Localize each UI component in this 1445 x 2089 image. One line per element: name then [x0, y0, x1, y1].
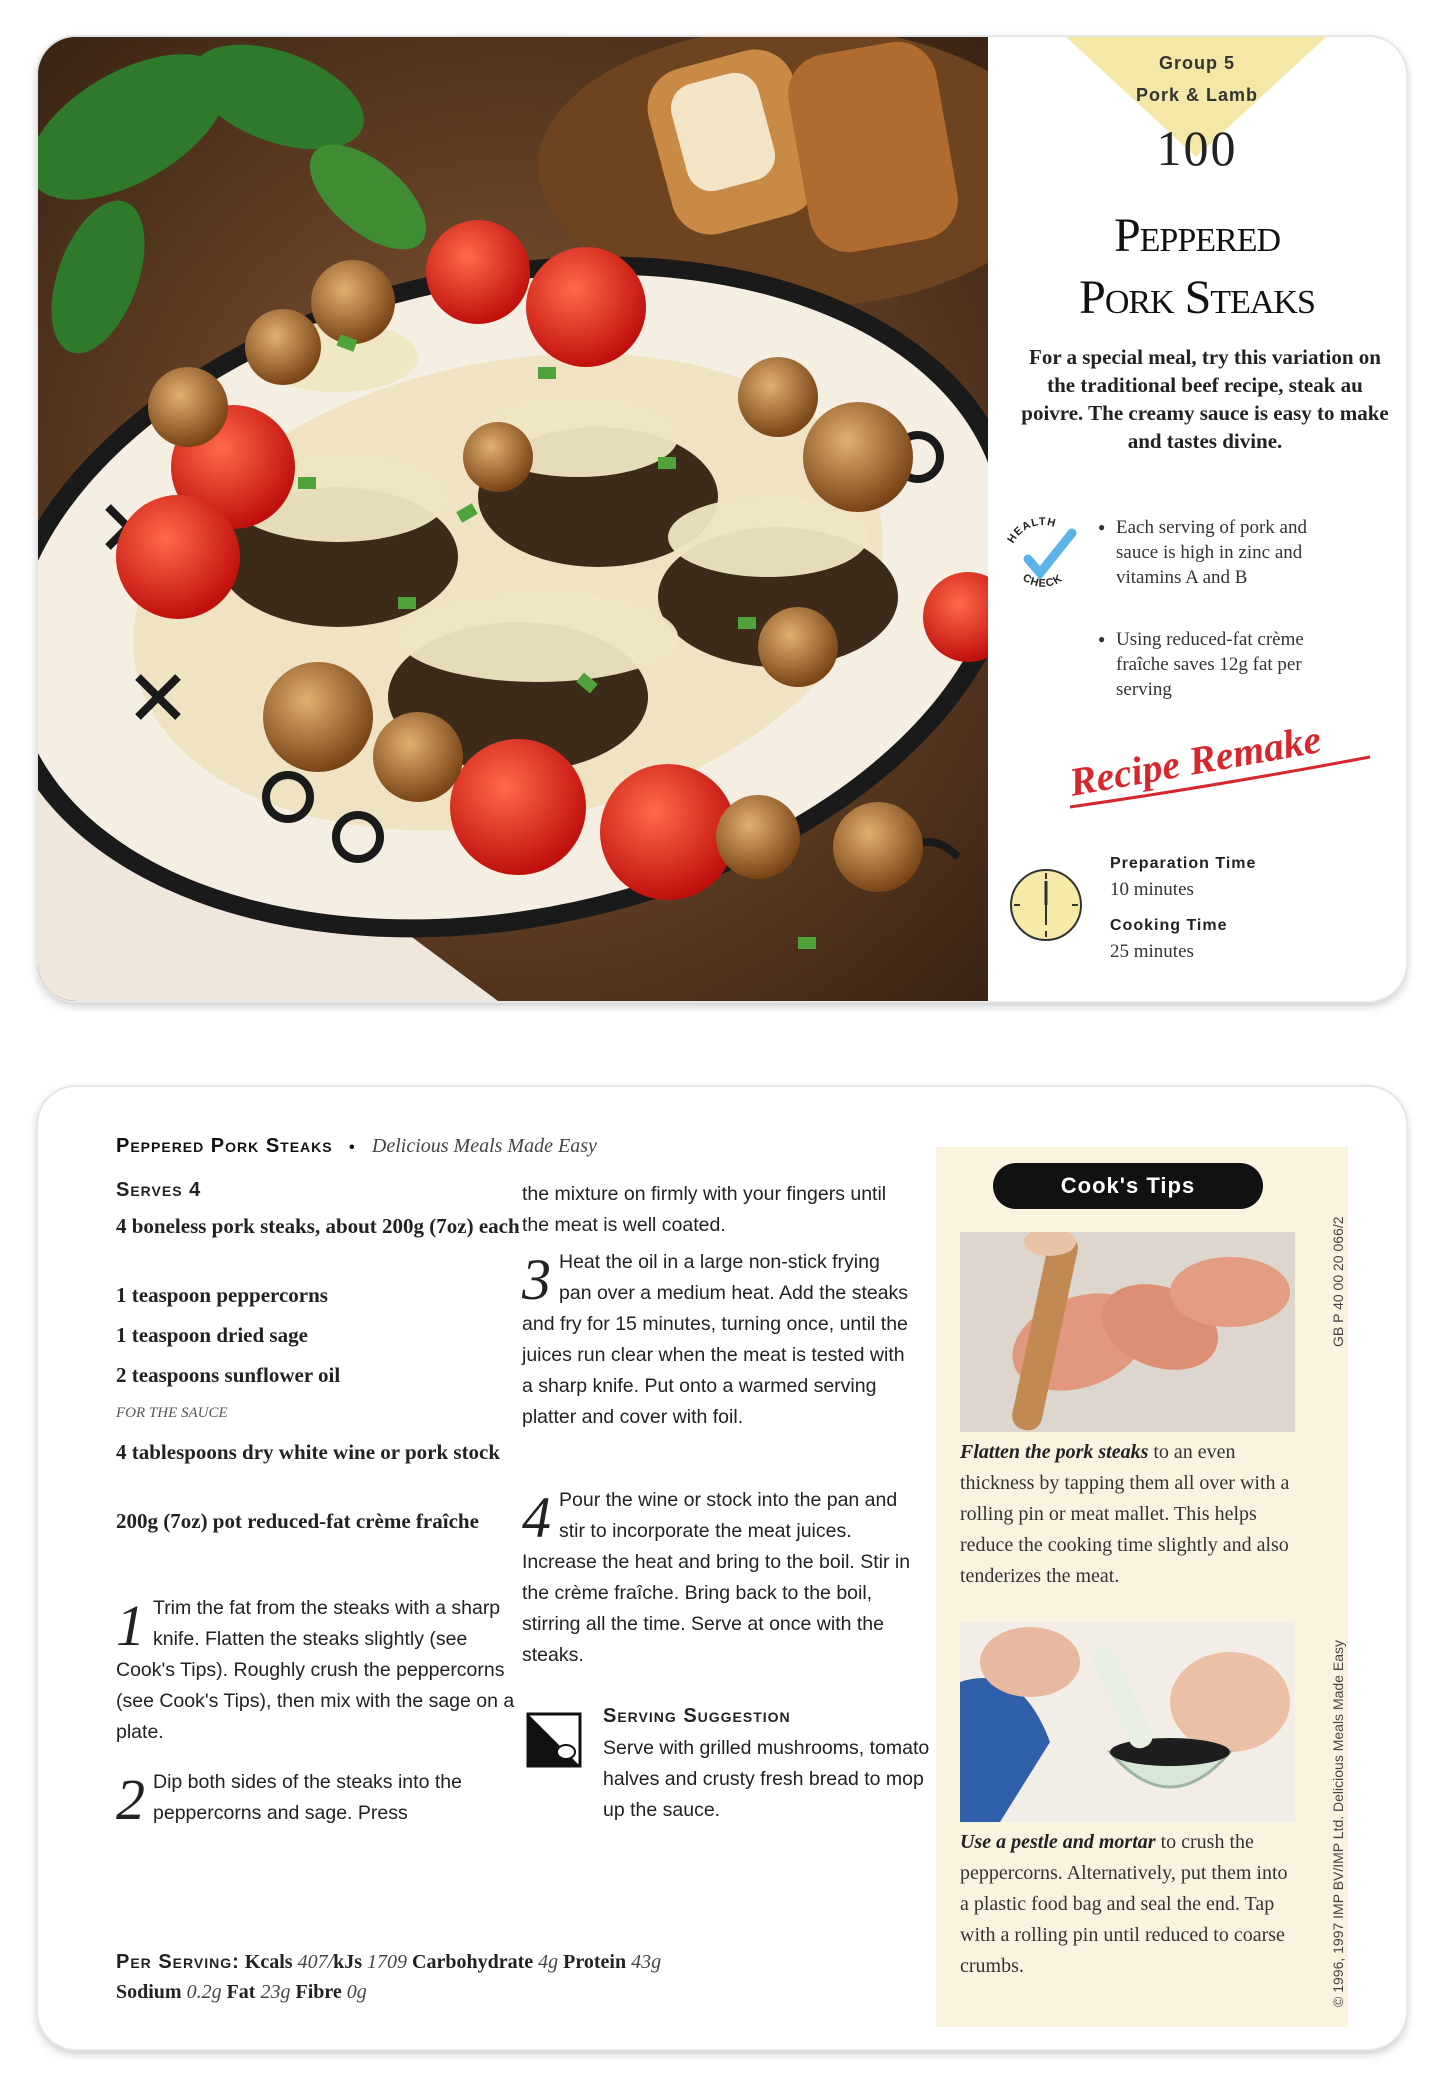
per-serving-label: Per Serving:	[116, 1951, 240, 1973]
health-check-icon	[1000, 515, 1086, 601]
method-step-1	[116, 1593, 531, 1748]
sodium-label: Sodium	[116, 1981, 182, 2003]
ingredient-2: 1 teaspoon peppercorns	[116, 1283, 328, 1307]
recipe-remake-logo: Recipe Remake	[1066, 716, 1325, 805]
step-number: 2	[116, 1767, 145, 1832]
health-point-2: ● Using reduced-fat crème fraîche saves 12g fat per serving	[1098, 627, 1326, 702]
recipe-card-front	[38, 37, 1406, 1001]
health-check-top-text: HEALTH	[1005, 515, 1058, 546]
series-name: Delicious Meals Made Easy	[371, 1135, 597, 1157]
nutrition-line-2	[116, 1977, 856, 2007]
protein-label: Protein	[563, 1951, 627, 1973]
flatten-steaks-photo	[960, 1232, 1295, 1432]
step-text: Heat the oil in a large non-stick frying pan over a medium heat. Add the steaks and fry for 15 minutes, turning once, until the juices run clear when the meat is tested with a sharp knife. Put onto a warmed serving platter and cover with foil.	[522, 1251, 909, 1428]
tip-1	[960, 1437, 1300, 1592]
card-number: 100	[1156, 120, 1238, 176]
ingredient-1: 4 boneless pork steaks, about 200g (7oz) each	[116, 1214, 520, 1238]
tip-2-lead: Use a pestle and mortar	[960, 1831, 1156, 1853]
serving-suggestion-label: Serving Suggestion	[603, 1705, 791, 1727]
prep-time-label: Preparation Time	[1110, 855, 1257, 872]
ingredient-4: 2 teaspoons sunflower oil	[116, 1363, 341, 1387]
method-step-3	[522, 1247, 917, 1433]
method-step-2-continued: the mixture on firmly with your fingers until the meat is well coated.	[522, 1183, 887, 1236]
dish-photo	[38, 37, 988, 1001]
kcals-label: Kcals	[244, 1951, 293, 1973]
sauce-ingredient-1: 4 tablespoons dry white wine or pork stock	[116, 1440, 501, 1464]
method-step-4	[522, 1485, 917, 1671]
svg-text:HEALTH	[1005, 516, 1057, 545]
tip-2	[960, 1827, 1300, 1982]
ingredient-3: 1 teaspoon dried sage	[116, 1323, 308, 1347]
group-category: Pork & Lamb	[1135, 85, 1259, 105]
tip-1-text: to an even thickness by tapping them all over with a rolling pin or meat mallet. This helps reduce the cooking time slightly and also tenderizes the meat.	[960, 1441, 1290, 1587]
front-info-panel	[988, 37, 1406, 1001]
nutrition-line-1	[116, 1947, 856, 1977]
step-number: 3	[522, 1247, 551, 1312]
tip-2-text: to crush the peppercorns. Alternatively, put them into a plastic food bag and seal the end. Tap with a rolling pin until reduced to coarse crumbs.	[960, 1831, 1288, 1977]
serving-suggestion-icon	[526, 1712, 582, 1768]
kj-value: 1709	[367, 1951, 408, 1973]
cooks-tips-title: Cook's Tips	[993, 1163, 1263, 1209]
back-header	[116, 1135, 597, 1158]
step-text: Pour the wine or stock into the pan and stir to incorporate the meat juices. Increase the heat and bring to the boil. Stir in the crème fraîche. Bring back to the boil, stirring all the time. Serve at once with the steaks.	[522, 1489, 911, 1666]
recipe-title-line1: Peppered	[1113, 209, 1281, 262]
recipe-title-line2: Pork Steaks	[1079, 271, 1315, 324]
serves-label: Serves 4	[116, 1179, 202, 1201]
step-number: 1	[116, 1593, 145, 1658]
recipe-intro: For a special meal, try this variation on the traditional beef recipe, steak au poivre. The creamy sauce is easy to make and tastes divine.	[1021, 345, 1389, 453]
carb-label: Carbohydrate	[412, 1951, 534, 1973]
header-bullet: •	[348, 1139, 356, 1156]
carb-value: 4g	[538, 1951, 559, 1973]
sauce-ingredient-2: 200g (7oz) pot reduced-fat crème fraîche	[116, 1509, 479, 1533]
health-check-bottom-text: CHECK	[1020, 571, 1065, 590]
fat-label: Fat	[226, 1981, 256, 2003]
recipe-card-back	[38, 1087, 1406, 2049]
fibre-label: Fibre	[295, 1981, 342, 2003]
step-text: Trim the fat from the steaks with a sharp knife. Flatten the steaks slightly (see Cook's Tips). Roughly crush the peppercorns (see Cook's Tips), then mix with the sage on a plate.	[116, 1597, 515, 1743]
step-number: 4	[522, 1485, 551, 1550]
pestle-mortar-photo	[960, 1622, 1295, 1822]
product-code: GB P 40 00 20 066/2	[1330, 1216, 1346, 1347]
method-step-2	[116, 1767, 531, 1832]
sauce-label: FOR THE SAUCE	[116, 1405, 228, 1421]
recipe-title	[988, 205, 1406, 329]
cook-time-label: Cooking Time	[1110, 917, 1228, 934]
tip-1-lead: Flatten the pork steaks	[960, 1441, 1149, 1463]
fibre-value: 0g	[346, 1981, 367, 2003]
back-header-title: Peppered Pork Steaks	[116, 1135, 333, 1157]
kj-label: kJs	[333, 1951, 363, 1973]
kcals-value: 407/	[297, 1951, 334, 1973]
cook-time-value: 25 minutes	[1110, 941, 1194, 962]
step-text: Dip both sides of the steaks into the peppercorns and sage. Press	[153, 1771, 462, 1824]
health-point-1: ● Each serving of pork and sauce is high in zinc and vitamins A and B	[1098, 515, 1326, 590]
group-number: Group 5	[1158, 53, 1235, 73]
copyright-notice: © 1996, 1997 IMP BV/IMP Ltd. Delicious Meals Made Easy	[1330, 1640, 1346, 2007]
serving-suggestion-text: Serve with grilled mushrooms, tomato halves and crusty fresh bread to mop up the sauce.	[603, 1737, 930, 1821]
protein-value: 43g	[631, 1951, 662, 1973]
prep-time-value: 10 minutes	[1110, 879, 1194, 900]
fat-value: 23g	[260, 1981, 291, 2003]
clock-icon	[1008, 867, 1084, 943]
sodium-value: 0.2g	[186, 1981, 222, 2003]
